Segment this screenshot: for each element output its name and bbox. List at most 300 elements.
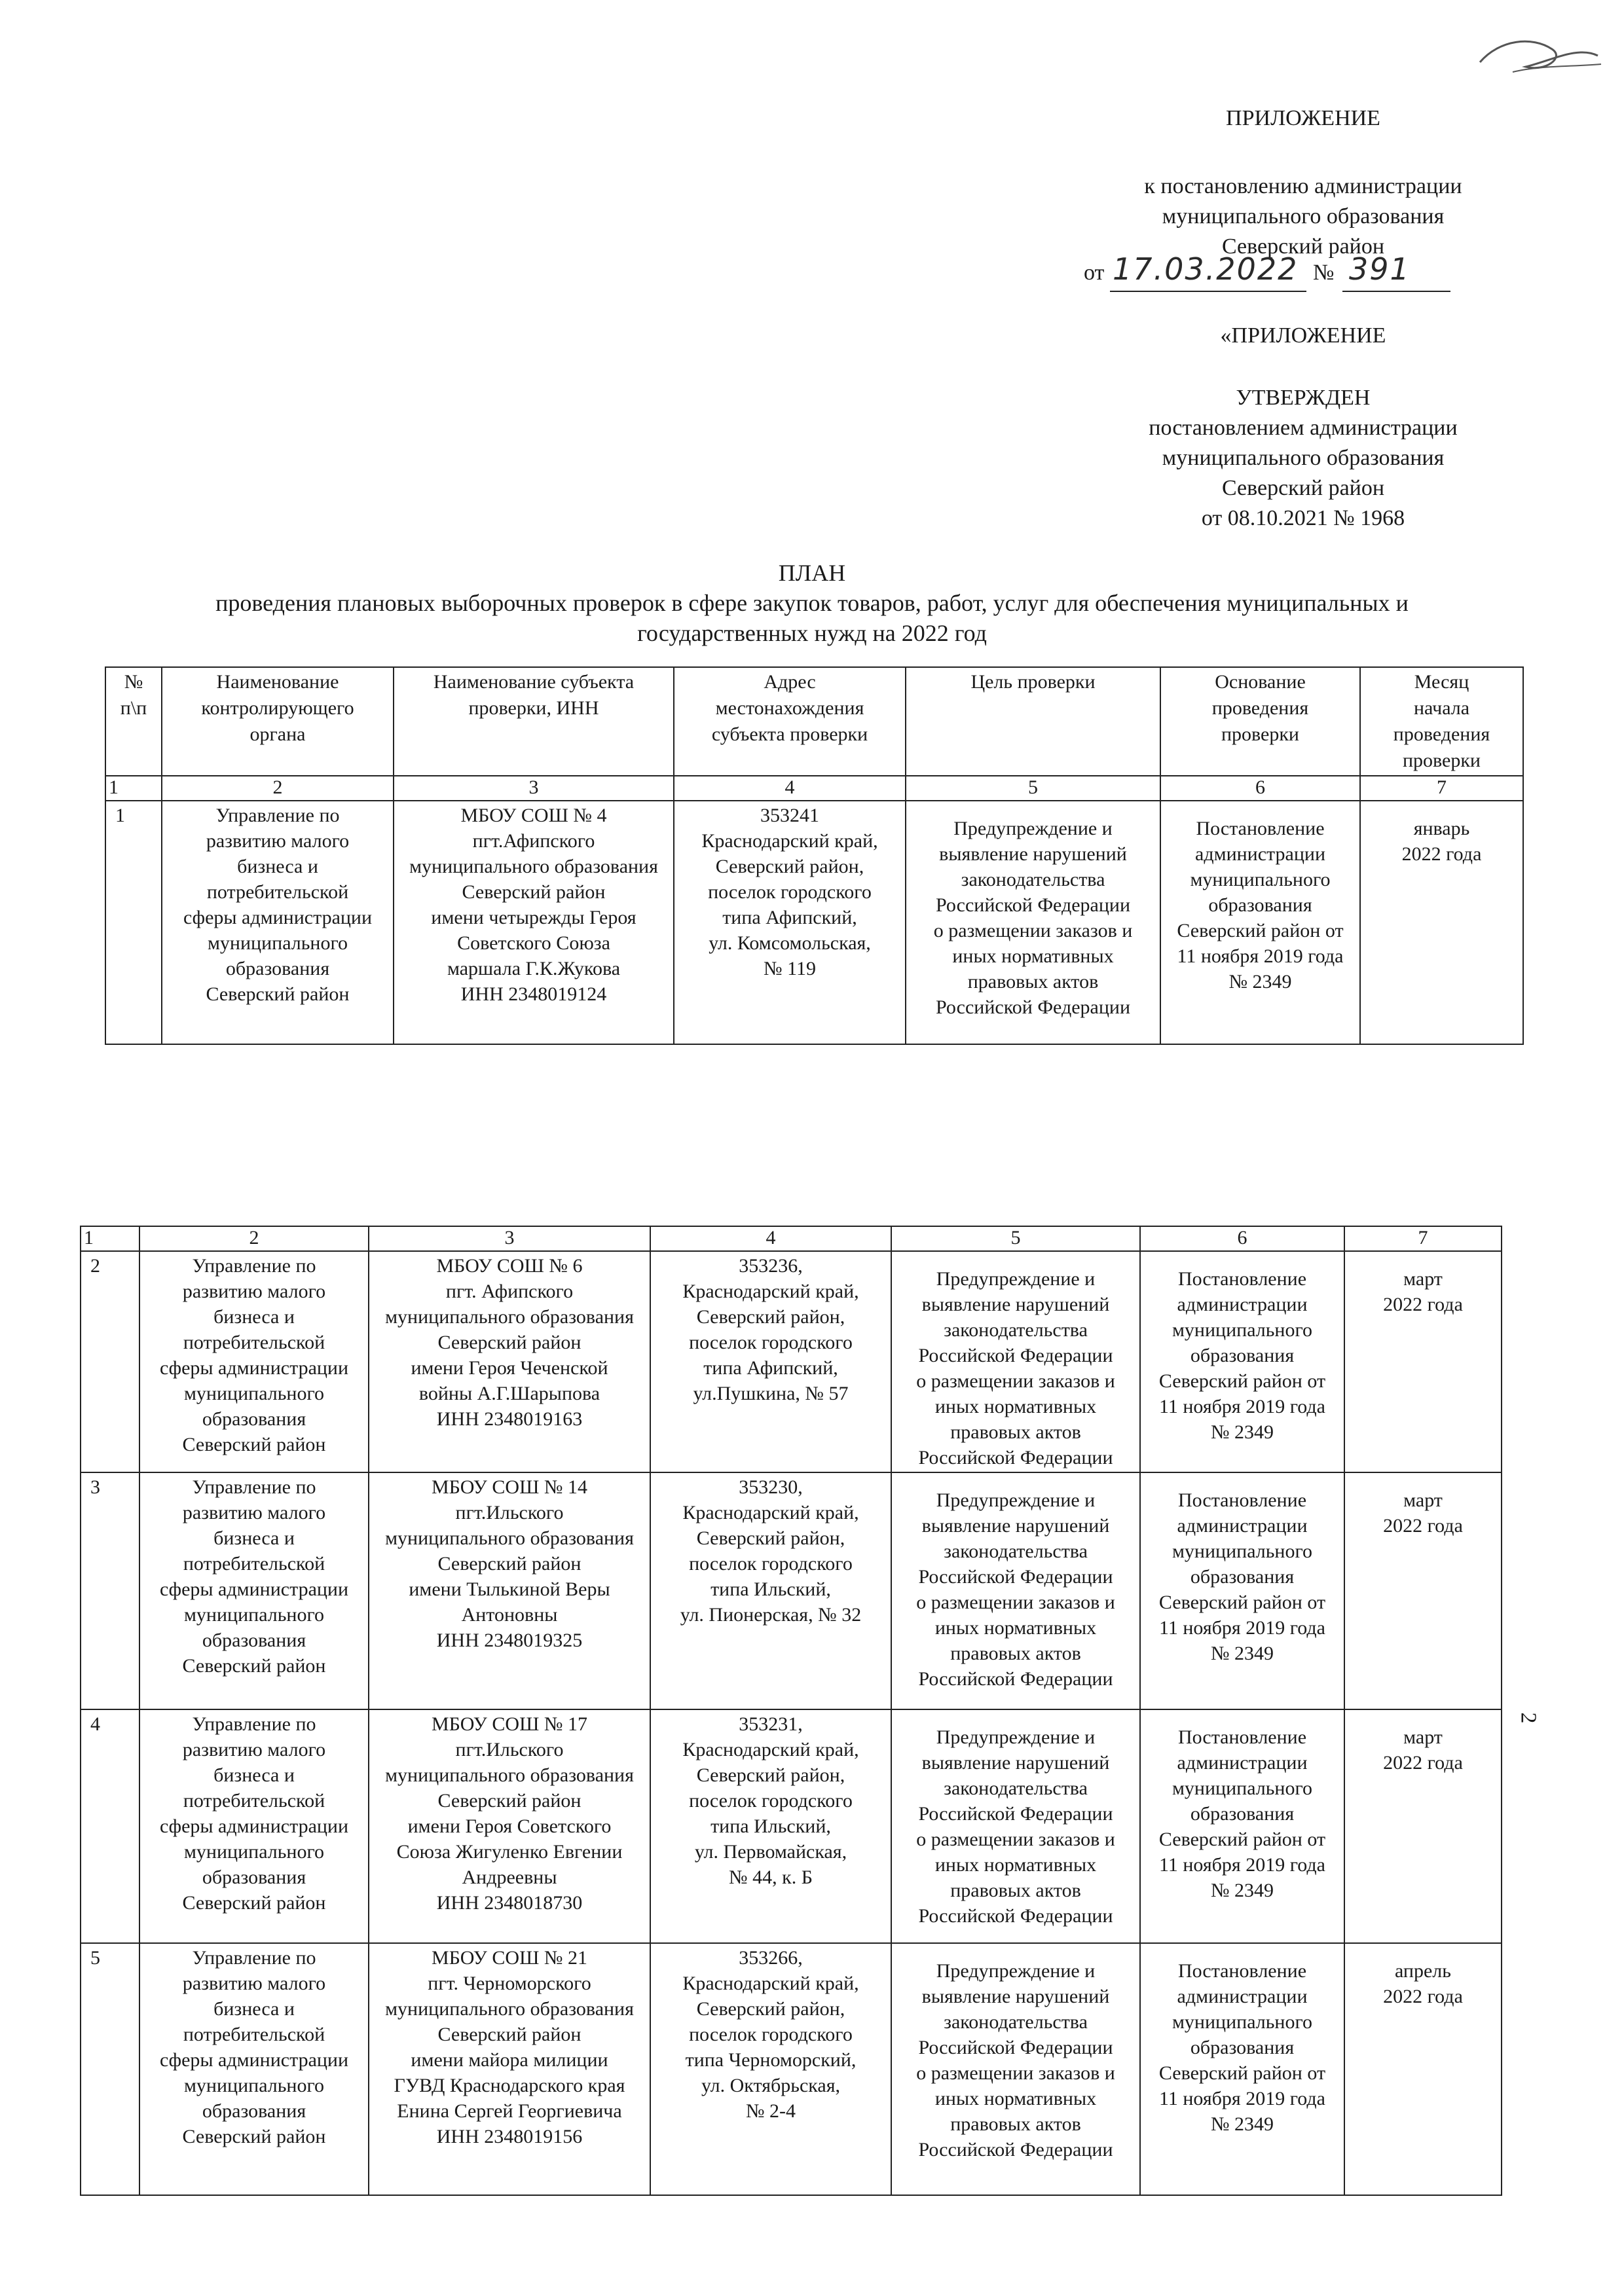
cell-subject (394, 801, 674, 1044)
cell-text-line: Управление по (215, 805, 340, 826)
cell-text-line: Адрес (764, 671, 816, 693)
cell-text-line: муниципального образования (385, 1764, 634, 1786)
cell-text-line: муниципального (183, 2075, 325, 2096)
header-control-organ (162, 667, 394, 776)
order-number-sign: № (1313, 261, 1335, 285)
cell-text-line: Краснодарский край, (682, 1739, 859, 1760)
cell-subject (369, 1472, 650, 1709)
cell-text-line: законодательства (944, 1540, 1088, 1562)
cell-text-line: правовых актов (967, 971, 1099, 993)
cell-text-line: № 2-4 (745, 2100, 796, 2122)
cell-month (1344, 1709, 1502, 1943)
cell-text-line: поселок городского (708, 881, 872, 903)
cell-text-line: развитию малого (182, 1281, 326, 1302)
cell-text-line: муниципального (183, 1841, 325, 1863)
previous-appendix-title: «ПРИЛОЖЕНИЕ (1220, 323, 1386, 348)
cell-control-organ (139, 1472, 369, 1709)
cell-text-line: о размещении заказов и (933, 920, 1133, 941)
cell-text-line: поселок городского (689, 1790, 853, 1812)
cell-row-number: 1 (105, 801, 162, 1044)
cell-text-line: Северский район, (696, 1527, 845, 1549)
table-row (81, 1251, 1502, 1472)
cell-text-line: Постановление (1177, 1960, 1307, 1982)
cell-text-line: развитию малого (182, 1973, 326, 1994)
cell-control-organ (139, 1943, 369, 2195)
cell-text-line: поселок городского (689, 1553, 853, 1575)
cell-text-line: МБОУ СОШ № 6 (436, 1255, 583, 1277)
cell-text-line: типа Ильский, (710, 1578, 831, 1600)
cell-text-line: развитию малого (182, 1502, 326, 1523)
column-index-cell: 1 (81, 1226, 139, 1251)
order-number: 391 (1349, 251, 1411, 287)
previous-appendix (1048, 321, 1559, 351)
cell-address (674, 801, 906, 1044)
cell-text-line: бизнеса и (213, 1527, 295, 1549)
header-address (674, 667, 906, 776)
cell-text-line: иных нормативных (934, 1396, 1097, 1417)
cell-subject (369, 1251, 650, 1472)
cell-text-line: Наименование (216, 671, 339, 693)
approved-title: УТВЕРЖДЕН (1236, 386, 1371, 410)
cell-text-line: о размещении заказов и (916, 1370, 1115, 1392)
approved-line: Северский район (1221, 476, 1385, 500)
cell-text-line: проверки (1221, 723, 1299, 745)
cell-text-line: 353236, (739, 1255, 803, 1277)
cell-text-line: Постановление (1177, 1489, 1307, 1511)
cell-text-line: Северский район от (1158, 1829, 1326, 1850)
cell-text-line: муниципального образования (385, 1306, 634, 1328)
cell-text-line: апрель (1395, 1960, 1451, 1982)
cell-text-line: п\п (120, 697, 147, 719)
cell-text-line: Северский район (437, 1332, 581, 1353)
cell-text-line: Северский район, (696, 1306, 845, 1328)
cell-text-line: иных нормативных (934, 1617, 1097, 1639)
cell-text-line: субъекта проверки (711, 723, 868, 745)
cell-text-line: сферы администрации (159, 1578, 349, 1600)
column-index-cell: 6 (1140, 1226, 1344, 1251)
cell-text-line: имени Героя Чеченской (411, 1357, 608, 1379)
cell-text-line: Управление по (192, 1476, 316, 1498)
column-index-cell: 1 (105, 776, 162, 801)
cell-text-line: войны А.Г.Шарыпова (418, 1383, 600, 1404)
cell-text-line: типа Афипский, (722, 907, 857, 928)
cell-text-line: 2022 года (1383, 1752, 1463, 1774)
cell-text-line: Российской Федерации (918, 1668, 1113, 1690)
cell-text-line: № 2349 (1210, 1643, 1274, 1664)
header-basis (1160, 667, 1360, 776)
cell-text-line: муниципального (207, 932, 348, 954)
cell-text-line: потребительской (183, 1332, 325, 1353)
cell-text-line: Северский район (462, 881, 606, 903)
cell-text-line: муниципального (183, 1383, 325, 1404)
cell-text-line: Управление по (192, 1255, 316, 1277)
cell-text-line: муниципального образования (409, 856, 658, 877)
cell-text-line: местонахождения (715, 697, 864, 719)
cell-text-line: бизнеса и (237, 856, 318, 877)
table-header-row (105, 667, 1523, 776)
plan-subtitle-line: государственных нужд на 2022 год (637, 620, 987, 646)
cell-text-line: 11 ноября 2019 года (1177, 945, 1344, 967)
column-index-cell: 2 (162, 776, 394, 801)
cell-goal (891, 1709, 1140, 1943)
cell-text-line: муниципального (1172, 1777, 1313, 1799)
approved-line: постановлением администрации (1149, 416, 1458, 440)
plan-title: ПЛАН (778, 560, 846, 586)
cell-text-line: сферы администрации (159, 1815, 349, 1837)
cell-row-number: 3 (81, 1472, 139, 1709)
cell-text-line: проведения (1393, 723, 1490, 745)
cell-text-line: Северский район (437, 1790, 581, 1812)
cell-text-line: начала (1413, 697, 1470, 719)
cell-text-line: № 2349 (1210, 2113, 1274, 2135)
cell-text-line: образования (1190, 1803, 1295, 1825)
cell-text-line: 2022 года (1383, 1515, 1463, 1537)
cell-text-line: МБОУ СОШ № 14 (432, 1476, 587, 1498)
column-index-cell: 3 (394, 776, 674, 801)
cell-text-line: образования (202, 1867, 306, 1888)
cell-month (1360, 801, 1523, 1044)
cell-text-line: Российской Федерации (935, 996, 1131, 1018)
cell-text-line: МБОУ СОШ № 21 (432, 1947, 587, 1969)
cell-text-line: выявление нарушений (939, 843, 1127, 865)
cell-text-line: 2022 года (1401, 843, 1482, 865)
cell-text-line: Предупреждение и (936, 1960, 1096, 1982)
column-index-cell: 3 (369, 1226, 650, 1251)
cell-text-line: бизнеса и (213, 1764, 295, 1786)
cell-text-line: типа Афипский, (703, 1357, 838, 1379)
cell-text-line: законодательства (944, 2011, 1088, 2033)
cell-text-line: № 2349 (1228, 971, 1292, 993)
cell-text-line: пгт. Афипского (445, 1281, 574, 1302)
cell-text-line: 353231, (739, 1713, 803, 1735)
order-date: 17.03.2022 (1113, 251, 1299, 287)
cell-text-line: 353266, (739, 1947, 803, 1969)
cell-text-line: образования (202, 2100, 306, 2122)
cell-text-line: иных нормативных (934, 2088, 1097, 2109)
cell-text-line: администрации (1195, 843, 1325, 865)
cell-text-line: ИНН 2348019124 (460, 983, 607, 1005)
approved-line: муниципального образования (1162, 446, 1445, 470)
cell-text-line: законодательства (944, 1319, 1088, 1341)
cell-text-line: Предупреждение и (936, 1489, 1096, 1511)
cell-text-line: Месяц (1414, 671, 1469, 693)
cell-text-line: выявление нарушений (921, 1515, 1110, 1537)
table-row (81, 1943, 1502, 2195)
cell-row-number: 5 (81, 1943, 139, 2195)
cell-text-line: муниципального (1190, 869, 1331, 890)
cell-goal (891, 1251, 1140, 1472)
cell-basis (1140, 1943, 1344, 2195)
cell-text-line: проверки, ИНН (468, 697, 599, 719)
cell-control-organ (162, 801, 394, 1044)
cell-text-line: Северский район от (1158, 1370, 1326, 1392)
cell-text-line: Енина Сергей Георгиевича (397, 2100, 622, 2122)
cell-row-number: 2 (81, 1251, 139, 1472)
cell-text-line: ИНН 2348018730 (436, 1892, 583, 1914)
resolution-line: муниципального образования (1162, 204, 1445, 228)
cell-text-line: Наименование субъекта (433, 671, 635, 693)
table-body (81, 1251, 1502, 2195)
column-index-cell: 5 (891, 1226, 1140, 1251)
cell-text-line: образования (1190, 2037, 1295, 2058)
cell-text-line: март (1403, 1726, 1443, 1748)
cell-basis (1140, 1709, 1344, 1943)
column-index-cell: 7 (1344, 1226, 1502, 1251)
cell-text-line: образования (1190, 1566, 1295, 1588)
cell-text-line: Союза Жигуленко Евгении (396, 1841, 623, 1863)
cell-text-line: Постановление (1177, 1268, 1307, 1290)
cell-text-line: муниципального (1172, 1319, 1313, 1341)
appendix-title: ПРИЛОЖЕНИЕ (1226, 106, 1380, 130)
cell-text-line: Антоновны (461, 1604, 558, 1626)
cell-text-line: 11 ноября 2019 года (1158, 1854, 1325, 1876)
appendix-header (1048, 103, 1559, 134)
cell-text-line: контролирующего (201, 697, 354, 719)
cell-text-line: администрации (1177, 1986, 1308, 2007)
cell-text-line: Российской Федерации (918, 1566, 1113, 1588)
cell-text-line: потребительской (183, 1790, 325, 1812)
plan-table-part-2 (80, 1226, 1502, 2196)
cell-text-line: Северский район (182, 1434, 326, 1455)
cell-text-line: Краснодарский край, (682, 1973, 859, 1994)
cell-text-line: пгт.Ильского (455, 1739, 564, 1760)
table-body (105, 801, 1523, 1044)
cell-text-line: имени Тылькиной Веры (409, 1578, 610, 1600)
cell-text-line: ул. Первомайская, (694, 1841, 847, 1863)
cell-text-line: Российской Федерации (918, 1803, 1113, 1825)
cell-text-line: проведения (1211, 697, 1309, 719)
cell-text-line: развитию малого (182, 1739, 326, 1760)
cell-text-line: муниципального (1172, 1540, 1313, 1562)
cell-text-line: март (1403, 1489, 1443, 1511)
cell-text-line: поселок городского (689, 1332, 853, 1353)
table-row (105, 801, 1523, 1044)
cell-month (1344, 1943, 1502, 2195)
cell-text-line: о размещении заказов и (916, 2062, 1115, 2084)
cell-text-line: Постановление (1177, 1726, 1307, 1748)
cell-text-line: муниципального образования (385, 1527, 634, 1549)
cell-text-line: Советского Союза (457, 932, 610, 954)
cell-text-line: Цель проверки (970, 671, 1096, 693)
cell-basis (1140, 1251, 1344, 1472)
cell-text-line: Российской Федерации (918, 2139, 1113, 2160)
cell-address (650, 1943, 891, 2195)
cell-text-line: ИНН 2348019156 (436, 2126, 583, 2147)
cell-control-organ (139, 1251, 369, 1472)
column-index-cell: 5 (906, 776, 1160, 801)
cell-text-line: пгт.Афипского (472, 830, 595, 852)
cell-row-number: 4 (81, 1709, 139, 1943)
cell-text-line: поселок городского (689, 2024, 853, 2045)
approval-block (1048, 383, 1559, 534)
cell-text-line: Северский район (182, 1655, 326, 1677)
cell-address (650, 1472, 891, 1709)
table-column-index-row (105, 776, 1523, 801)
signature-scribble-icon (1473, 26, 1604, 85)
cell-text-line: Северский район от (1158, 1592, 1326, 1613)
cell-text-line: Постановление (1196, 818, 1325, 839)
cell-text-line: Предупреждение и (953, 818, 1113, 839)
cell-text-line: сферы администрации (159, 2049, 349, 2071)
cell-text-line: бизнеса и (213, 1306, 295, 1328)
resolution-line: Северский район (1221, 234, 1385, 259)
cell-text-line: № (124, 671, 143, 693)
cell-text-line: законодательства (944, 1777, 1088, 1799)
table-row (81, 1472, 1502, 1709)
resolution-line: к постановлению администрации (1144, 174, 1462, 198)
cell-text-line: Основание (1215, 671, 1306, 693)
plan-table-part-1 (105, 666, 1524, 1045)
cell-text-line: Предупреждение и (936, 1726, 1096, 1748)
cell-goal (906, 801, 1160, 1044)
cell-text-line: ГУВД Краснодарского края (394, 2075, 625, 2096)
cell-subject (369, 1709, 650, 1943)
cell-text-line: иных нормативных (952, 945, 1114, 967)
cell-basis (1160, 801, 1360, 1044)
cell-text-line: Предупреждение и (936, 1268, 1096, 1290)
cell-text-line: образования (202, 1408, 306, 1430)
resolution-reference (1048, 172, 1559, 262)
cell-text-line: 11 ноября 2019 года (1158, 1617, 1325, 1639)
cell-text-line: образования (225, 958, 330, 979)
cell-text-line: типа Черноморский, (685, 2049, 857, 2071)
cell-text-line: Северский район от (1158, 2062, 1326, 2084)
cell-basis (1140, 1472, 1344, 1709)
cell-text-line: образования (1190, 1345, 1295, 1366)
cell-text-line: сферы администрации (183, 907, 373, 928)
cell-text-line: Краснодарский край, (682, 1502, 859, 1523)
cell-text-line: муниципального (1172, 2011, 1313, 2033)
cell-text-line: пгт.Ильского (455, 1502, 564, 1523)
order-date-underline (1110, 291, 1306, 292)
approved-line: от 08.10.2021 № 1968 (1201, 506, 1405, 530)
cell-text-line: ул.Пушкина, № 57 (693, 1383, 849, 1404)
cell-text-line: имени четырежды Героя (431, 907, 637, 928)
plan-subtitle-line: проведения плановых выборочных проверок в сфере закупок товаров, работ, услуг для обеспечения муниципальных и (215, 590, 1409, 616)
cell-text-line: администрации (1177, 1294, 1308, 1315)
header-subject (394, 667, 674, 776)
cell-text-line: Северский район, (696, 1998, 845, 2020)
cell-text-line: правовых актов (950, 1643, 1081, 1664)
cell-text-line: Северский район (206, 983, 350, 1005)
cell-text-line: МБОУ СОШ № 17 (432, 1713, 587, 1735)
cell-text-line: Северский район (437, 1553, 581, 1575)
cell-text-line: Управление по (192, 1947, 316, 1969)
cell-text-line: образования (202, 1630, 306, 1651)
page-number: 2 (1516, 1712, 1541, 1724)
cell-text-line: Российской Федерации (935, 894, 1131, 916)
cell-text-line: ИНН 2348019325 (436, 1630, 583, 1651)
cell-text-line: Северский район, (696, 1764, 845, 1786)
cell-text-line: администрации (1177, 1752, 1308, 1774)
cell-text-line: 11 ноября 2019 года (1158, 2088, 1325, 2109)
order-date-number-line (1084, 251, 1450, 296)
plan-title-block (98, 558, 1526, 648)
cell-text-line: выявление нарушений (921, 1294, 1110, 1315)
cell-text-line: о размещении заказов и (916, 1829, 1115, 1850)
cell-text-line: январь (1413, 818, 1470, 839)
cell-text-line: выявление нарушений (921, 1752, 1110, 1774)
cell-text-line: Управление по (192, 1713, 316, 1735)
cell-address (650, 1251, 891, 1472)
column-index-cell: 6 (1160, 776, 1360, 801)
cell-text-line: март (1403, 1268, 1443, 1290)
cell-text-line: Российской Федерации (918, 1905, 1113, 1927)
cell-text-line: муниципального (183, 1604, 325, 1626)
cell-text-line: правовых актов (950, 2113, 1081, 2135)
cell-text-line: правовых актов (950, 1880, 1081, 1901)
cell-text-line: 2022 года (1383, 1294, 1463, 1315)
cell-text-line: маршала Г.К.Жукова (447, 958, 621, 979)
cell-text-line: № 2349 (1210, 1421, 1274, 1443)
cell-text-line: потребительской (206, 881, 349, 903)
cell-text-line: Северский район, (715, 856, 864, 877)
cell-text-line: Северский район от (1177, 920, 1344, 941)
cell-text-line: МБОУ СОШ № 4 (460, 805, 607, 826)
cell-text-line: 353241 (760, 805, 819, 826)
cell-address (650, 1709, 891, 1943)
cell-text-line: ул. Октябрьская, (701, 2075, 840, 2096)
cell-text-line: потребительской (183, 1553, 325, 1575)
cell-text-line: № 119 (763, 958, 816, 979)
cell-text-line: имени майора милиции (411, 2049, 608, 2071)
cell-month (1344, 1251, 1502, 1472)
cell-text-line: проверки (1403, 750, 1481, 771)
cell-text-line: Краснодарский край, (682, 1281, 859, 1302)
cell-text-line: 2022 года (1383, 1986, 1463, 2007)
header-month (1360, 667, 1523, 776)
cell-subject (369, 1943, 650, 2195)
column-index-cell: 2 (139, 1226, 369, 1251)
table-column-index-row (81, 1226, 1502, 1251)
table-row (81, 1709, 1502, 1943)
cell-text-line: Российской Федерации (918, 1447, 1113, 1468)
cell-text-line: № 2349 (1210, 1880, 1274, 1901)
cell-text-line: иных нормативных (934, 1854, 1097, 1876)
column-index-cell: 4 (650, 1226, 891, 1251)
cell-text-line: имени Героя Советского (407, 1815, 612, 1837)
cell-text-line: сферы администрации (159, 1357, 349, 1379)
cell-text-line: бизнеса и (213, 1998, 295, 2020)
cell-text-line: № 44, к. Б (729, 1867, 813, 1888)
cell-control-organ (139, 1709, 369, 1943)
column-index-cell: 4 (674, 776, 906, 801)
cell-text-line: Северский район (182, 2126, 326, 2147)
cell-text-line: администрации (1177, 1515, 1308, 1537)
cell-text-line: потребительской (183, 2024, 325, 2045)
cell-text-line: правовых актов (950, 1421, 1081, 1443)
cell-text-line: ул. Комсомольская, (709, 932, 871, 954)
cell-text-line: образования (1208, 894, 1312, 916)
cell-month (1344, 1472, 1502, 1709)
cell-text-line: Андреевны (462, 1867, 557, 1888)
order-prefix: от (1084, 261, 1105, 285)
cell-text-line: ИНН 2348019163 (436, 1408, 583, 1430)
cell-text-line: Северский район (182, 1892, 326, 1914)
cell-text-line: Краснодарский край, (701, 830, 878, 852)
cell-goal (891, 1472, 1140, 1709)
cell-text-line: ул. Пионерская, № 32 (680, 1604, 862, 1626)
cell-text-line: выявление нарушений (921, 1986, 1110, 2007)
cell-text-line: о размещении заказов и (916, 1592, 1115, 1613)
cell-text-line: муниципального образования (385, 1998, 634, 2020)
cell-text-line: типа Ильский, (710, 1815, 831, 1837)
cell-text-line: законодательства (961, 869, 1105, 890)
cell-text-line: Северский район (437, 2024, 581, 2045)
cell-goal (891, 1943, 1140, 2195)
cell-text-line: развитию малого (206, 830, 350, 852)
cell-text-line: 11 ноября 2019 года (1158, 1396, 1325, 1417)
